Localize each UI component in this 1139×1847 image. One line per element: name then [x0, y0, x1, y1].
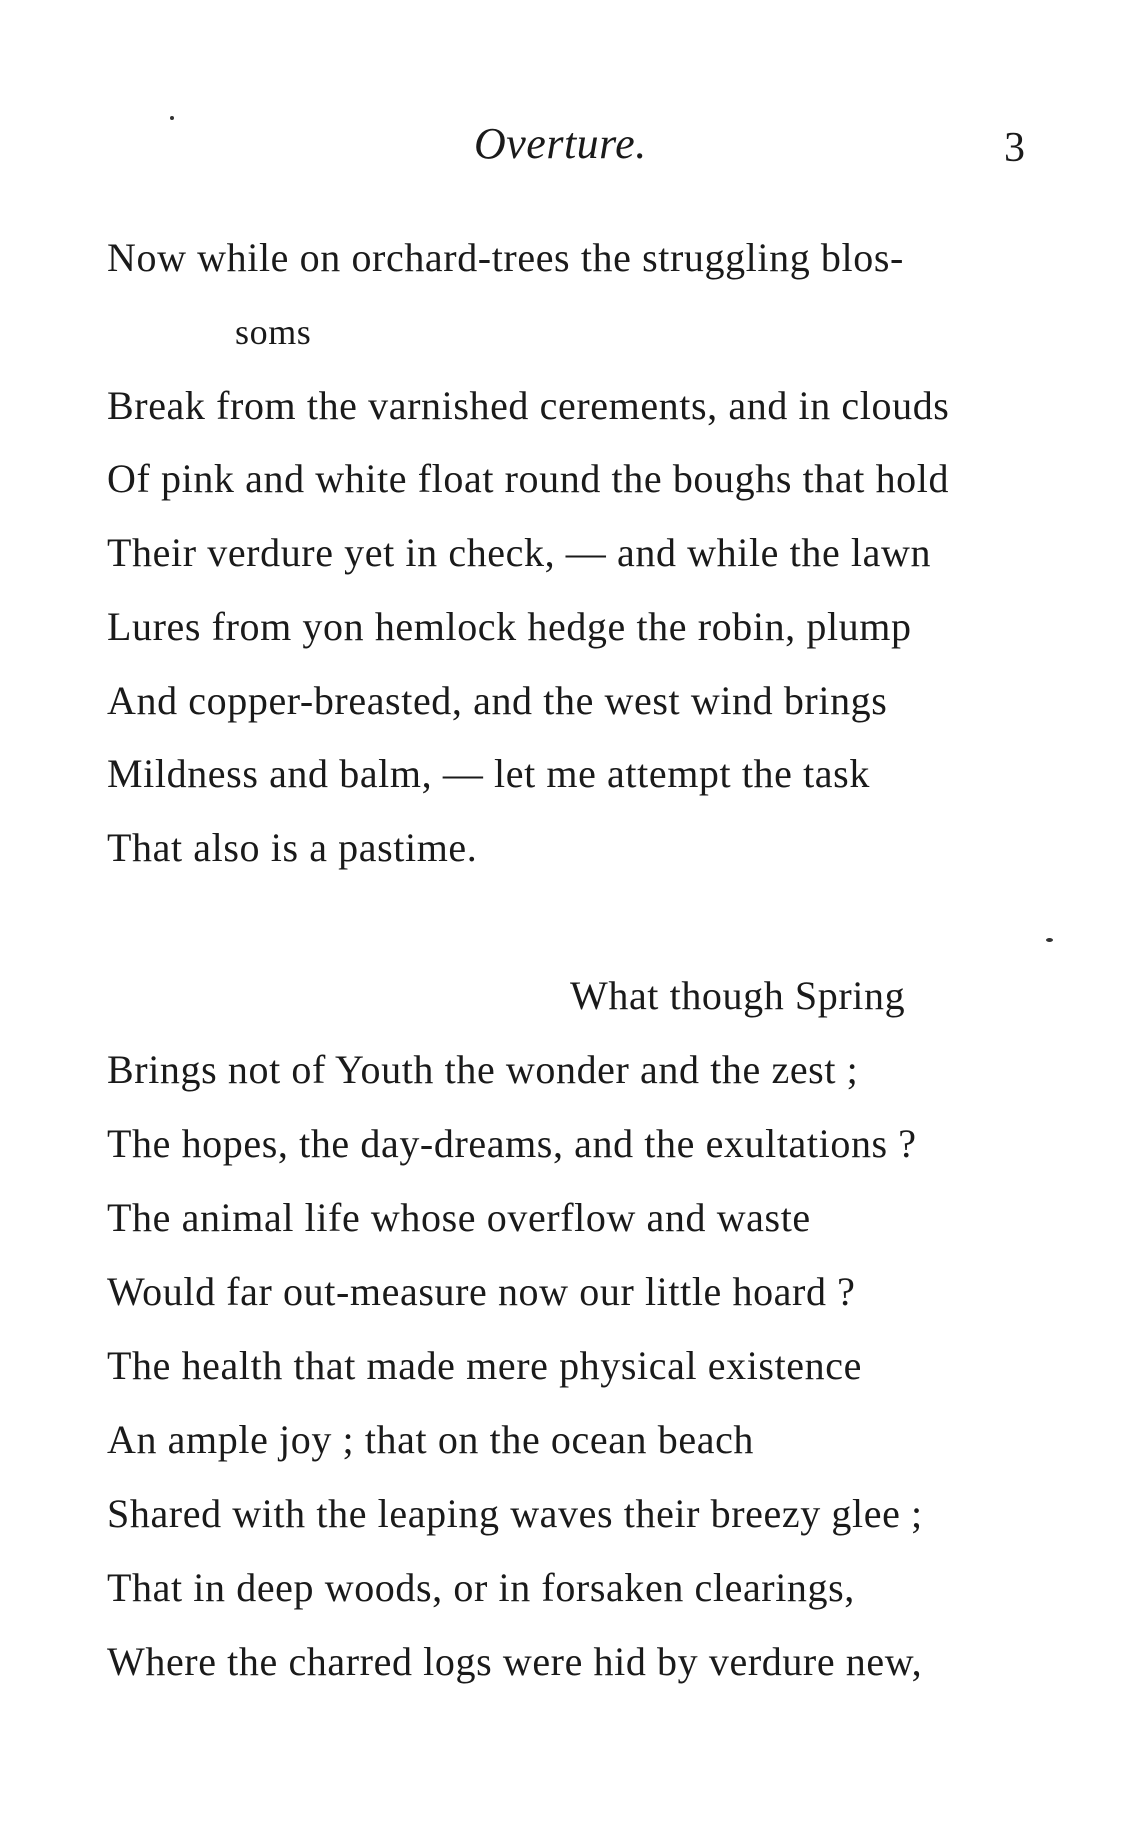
print-speck — [1046, 938, 1053, 942]
poem-line: That also is a pastime. — [107, 825, 478, 870]
poem-line-continuation: soms — [235, 312, 312, 352]
poem-line: Of pink and white float round the boughs that hold — [107, 456, 950, 501]
poem-line: Lures from yon hemlock hedge the robin, plump — [107, 604, 912, 649]
poem-line: Mildness and balm, — let me attempt the task — [107, 751, 870, 796]
page-number: 3 — [1004, 125, 1025, 171]
poem-line: Would far out-measure now our little hoard ? — [107, 1269, 856, 1314]
poem-line: The health that made mere physical existence — [107, 1343, 862, 1388]
poem-line: The animal life whose overflow and waste — [107, 1195, 811, 1240]
running-head — [0, 118, 1139, 178]
running-title: Overture. — [474, 119, 647, 168]
poem-line: The hopes, the day-dreams, and the exultations ? — [107, 1121, 917, 1166]
poem-line: Brings not of Youth the wonder and the zest ; — [107, 1047, 859, 1092]
poem-line: Where the charred logs were hid by verdure new, — [107, 1639, 923, 1684]
print-speck — [170, 116, 174, 120]
poem-line: Their verdure yet in check, — and while the lawn — [107, 530, 932, 575]
poem-line: Now while on orchard-trees the struggling blos- — [107, 235, 904, 280]
poem-line: An ample joy ; that on the ocean beach — [107, 1417, 755, 1462]
poem-line: Break from the varnished cerements, and in clouds — [107, 383, 950, 428]
poem-line: And copper-breasted, and the west wind brings — [107, 678, 888, 723]
poem-line: That in deep woods, or in forsaken clearings, — [107, 1565, 855, 1610]
poem-line-indented: What though Spring — [570, 973, 906, 1018]
poem-line: Shared with the leaping waves their breezy glee ; — [107, 1491, 923, 1536]
